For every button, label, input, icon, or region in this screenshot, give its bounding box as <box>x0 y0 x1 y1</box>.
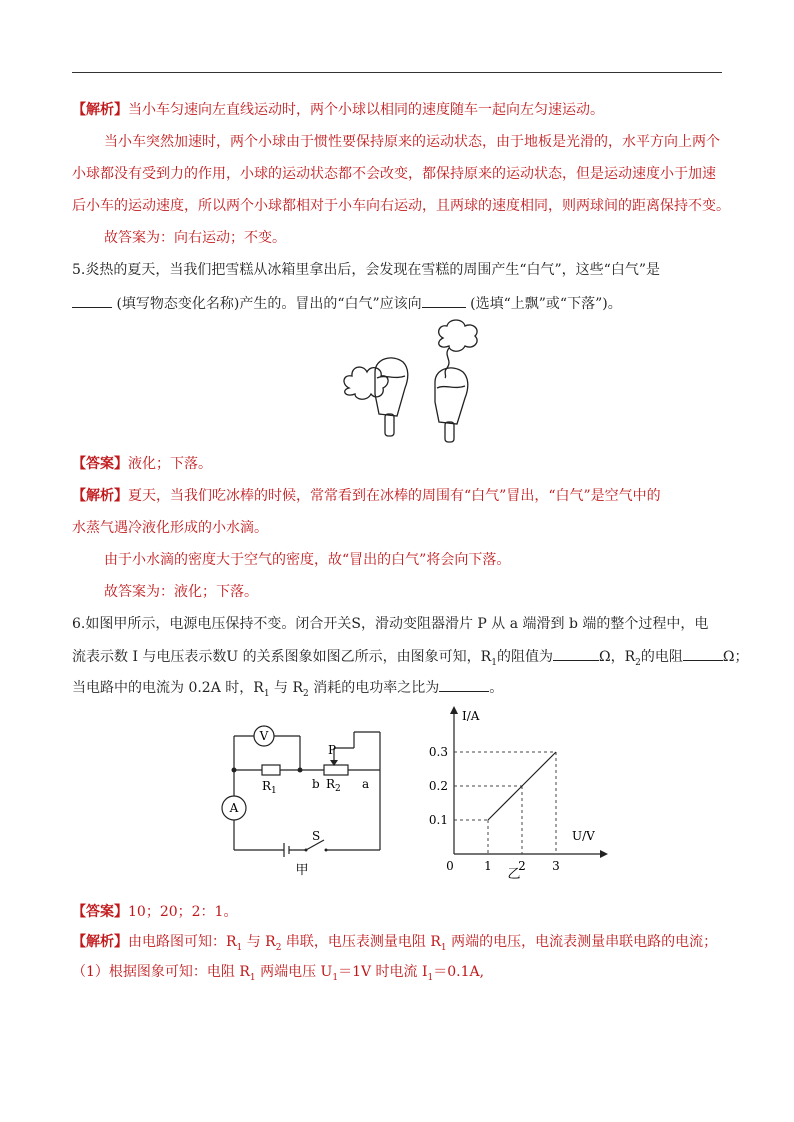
q5-stem-line-2: (填写物态变化名称)产生的。冒出的“白气”应该向 (选填“上飘”或“下落”)。 <box>72 293 722 314</box>
y-axis-label: I/A <box>462 709 480 723</box>
a4-final-answer: 故答案为：向右运动；不变。 <box>104 230 286 246</box>
q6-stem-line-2: 流表示数 I 与电压表示数U 的关系图象如图乙所示，由图象可知，$R_1$的阻值为 Ω，$R_2$的电阻 Ω； <box>72 646 722 667</box>
circuit-diagram <box>214 718 394 880</box>
x-tick-label: 3 <box>552 859 560 873</box>
a4-analysis-line-1: 【解析】当小车匀速向左直线运动时，两个小球以相同的速度随车一起向左匀速运动。 <box>72 102 604 118</box>
q6-analysis-line-1: 【解析】由电路图可知：$R_1$ 与 $R_2$ 串联，电压表测量电阻 $R_1$ 两端的电压，电流表测量串联电路的电流； <box>72 934 718 953</box>
answer-blank <box>683 646 723 661</box>
q5-stem-line-1: 5.炎热的夏天，当我们把雪糕从冰箱里拿出后，会发现在雪糕的周围产生“白气”，这些“白气”是 <box>72 262 660 278</box>
q6-answer: 【答案】10；20；2：1。 <box>72 904 238 920</box>
q5-answer: 【答案】液化；下落。 <box>72 456 212 472</box>
x-tick-label: 2 <box>518 859 526 873</box>
y-tick-label: 0.2 <box>428 779 448 793</box>
terminal-b-label: b <box>312 777 320 791</box>
ammeter-label: A <box>229 801 239 815</box>
switch-label: S <box>312 829 321 843</box>
slider-p-label: P <box>328 743 337 757</box>
q6-stem-line-3: 当电路中的电流为 0.2A 时，$R_1$ 与 $R_2$ 消耗的电功率之比为 。 <box>72 677 722 698</box>
q5-analysis-line-2: 水蒸气遇冷液化形成的小水滴。 <box>72 520 268 536</box>
q6-analysis-line-2: （1）根据图象可知：电阻 $R_1$ 两端电压 $U_1=1V$ 时电流 $I_1=0.1A$, <box>72 964 485 983</box>
answer-blank <box>422 293 466 308</box>
header-rule <box>72 72 722 73</box>
answer-blank <box>72 293 112 308</box>
x-tick-label: 1 <box>484 859 492 873</box>
a4-analysis-line-4: 后小车的运动速度，所以两个小球都相对于小车向右运动，且两球的速度相同，则两球间的距离保持不变。 <box>72 198 730 214</box>
iu-graph <box>422 706 612 886</box>
q5-analysis-line-3: 由于小水滴的密度大于空气的密度，故“冒出的白气”将会向下落。 <box>104 552 511 568</box>
a4-analysis-line-3: 小球都没有受到力的作用，小球的运动状态都不会改变，都保持原来的运动状态，但是运动速度小于加速 <box>72 166 716 182</box>
answer-blank <box>553 646 599 661</box>
a4-analysis-line-2: 当小车突然加速时，两个小球由于惯性要保持原来的运动状态，由于地板是光滑的，水平方向上两个 <box>104 134 720 150</box>
q5-final-answer: 故答案为：液化；下落。 <box>104 584 258 600</box>
ice-cream-illustration <box>335 318 495 443</box>
q6-stem-line-1: 6.如图甲所示，电源电压保持不变。闭合开关S，滑动变阻器滑片 P 从 a 端滑到 b 端的整个过程中，电 <box>72 616 709 632</box>
r1-label: $R_1$ <box>262 779 277 796</box>
r2-label: $R_2$ <box>326 777 341 794</box>
terminal-a-label: a <box>362 777 370 791</box>
y-tick-label: 0.1 <box>428 813 448 827</box>
figure-caption-yi: 乙 <box>507 867 521 882</box>
figure-caption-jia: 甲 <box>295 863 309 878</box>
x-tick-label: 0 <box>446 859 454 873</box>
x-axis-label: U/V <box>572 829 595 843</box>
y-tick-label: 0.3 <box>428 745 448 759</box>
answer-blank <box>439 677 489 692</box>
q5-analysis-line-1: 【解析】夏天，当我们吃冰棒的时候，常常看到在冰棒的周围有“白气”冒出，“白气”是空气中的 <box>72 488 661 504</box>
voltmeter-label: V <box>259 729 269 743</box>
